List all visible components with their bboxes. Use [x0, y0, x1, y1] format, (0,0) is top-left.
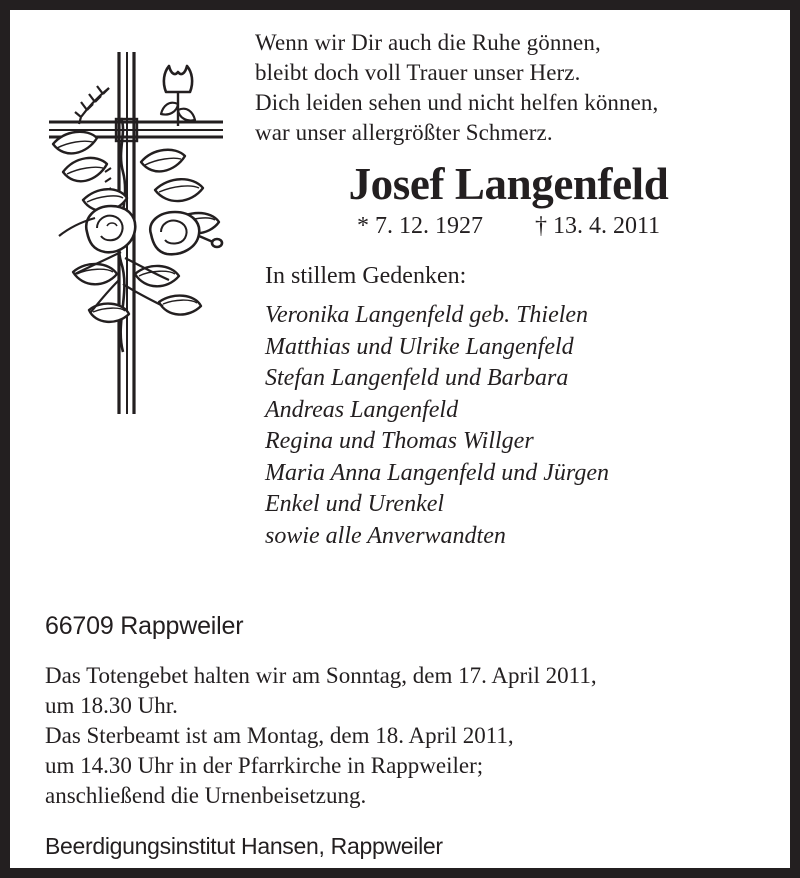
funeral-home: Beerdigungsinstitut Hansen, Rappweiler — [45, 833, 443, 859]
death-date: † 13. 4. 2011 — [534, 213, 661, 239]
mourner-line: Enkel und Urenkel — [265, 491, 445, 517]
poem-line: Dich leiden sehen und nicht helfen können, — [255, 90, 659, 115]
location-address: 66709 Rappweiler — [45, 612, 244, 640]
service-line: anschließend die Urnenbeisetzung. — [45, 783, 367, 808]
birth-date: * 7. 12. 1927 — [356, 213, 483, 239]
service-line: Das Sterbeamt ist am Montag, dem 18. April 2011, — [45, 723, 514, 748]
lower-text-column — [45, 610, 765, 861]
mourners-list — [265, 300, 770, 552]
life-dates — [255, 211, 770, 241]
service-details — [45, 661, 765, 811]
mourner-line: Regina und Thomas Willger — [265, 428, 534, 454]
mourner-line: Andreas Langenfeld — [265, 396, 459, 423]
memorial-poem — [255, 28, 770, 148]
poem-line: Wenn wir Dir auch die Ruhe gönnen, — [255, 30, 601, 55]
service-line: um 14.30 Uhr in der Pfarrkirche in Rappweiler; — [45, 753, 484, 778]
service-line: Das Totengebet halten wir am Sonntag, dem 17. April 2011, — [45, 663, 597, 688]
notice-inner — [10, 10, 790, 868]
upper-text-column — [255, 28, 770, 552]
poem-line: bleibt doch voll Trauer unser Herz. — [255, 60, 581, 85]
mourner-line: Veronika Langenfeld geb. Thielen — [265, 302, 589, 328]
mourner-line: Matthias und Ulrike Langenfeld — [265, 333, 574, 360]
poem-line: war unser allergrößter Schmerz. — [255, 120, 553, 145]
deceased-name: Josef Langenfeld — [348, 159, 669, 209]
cross-with-roses-illustration — [35, 22, 235, 422]
service-line: um 18.30 Uhr. — [45, 693, 178, 718]
memorial-heading: In stillem Gedenken: — [265, 263, 467, 289]
mourner-line: sowie alle Anverwandten — [265, 522, 506, 549]
mourner-line: Maria Anna Langenfeld und Jürgen — [265, 459, 609, 486]
mourner-line: Stefan Langenfeld und Barbara — [265, 365, 569, 391]
